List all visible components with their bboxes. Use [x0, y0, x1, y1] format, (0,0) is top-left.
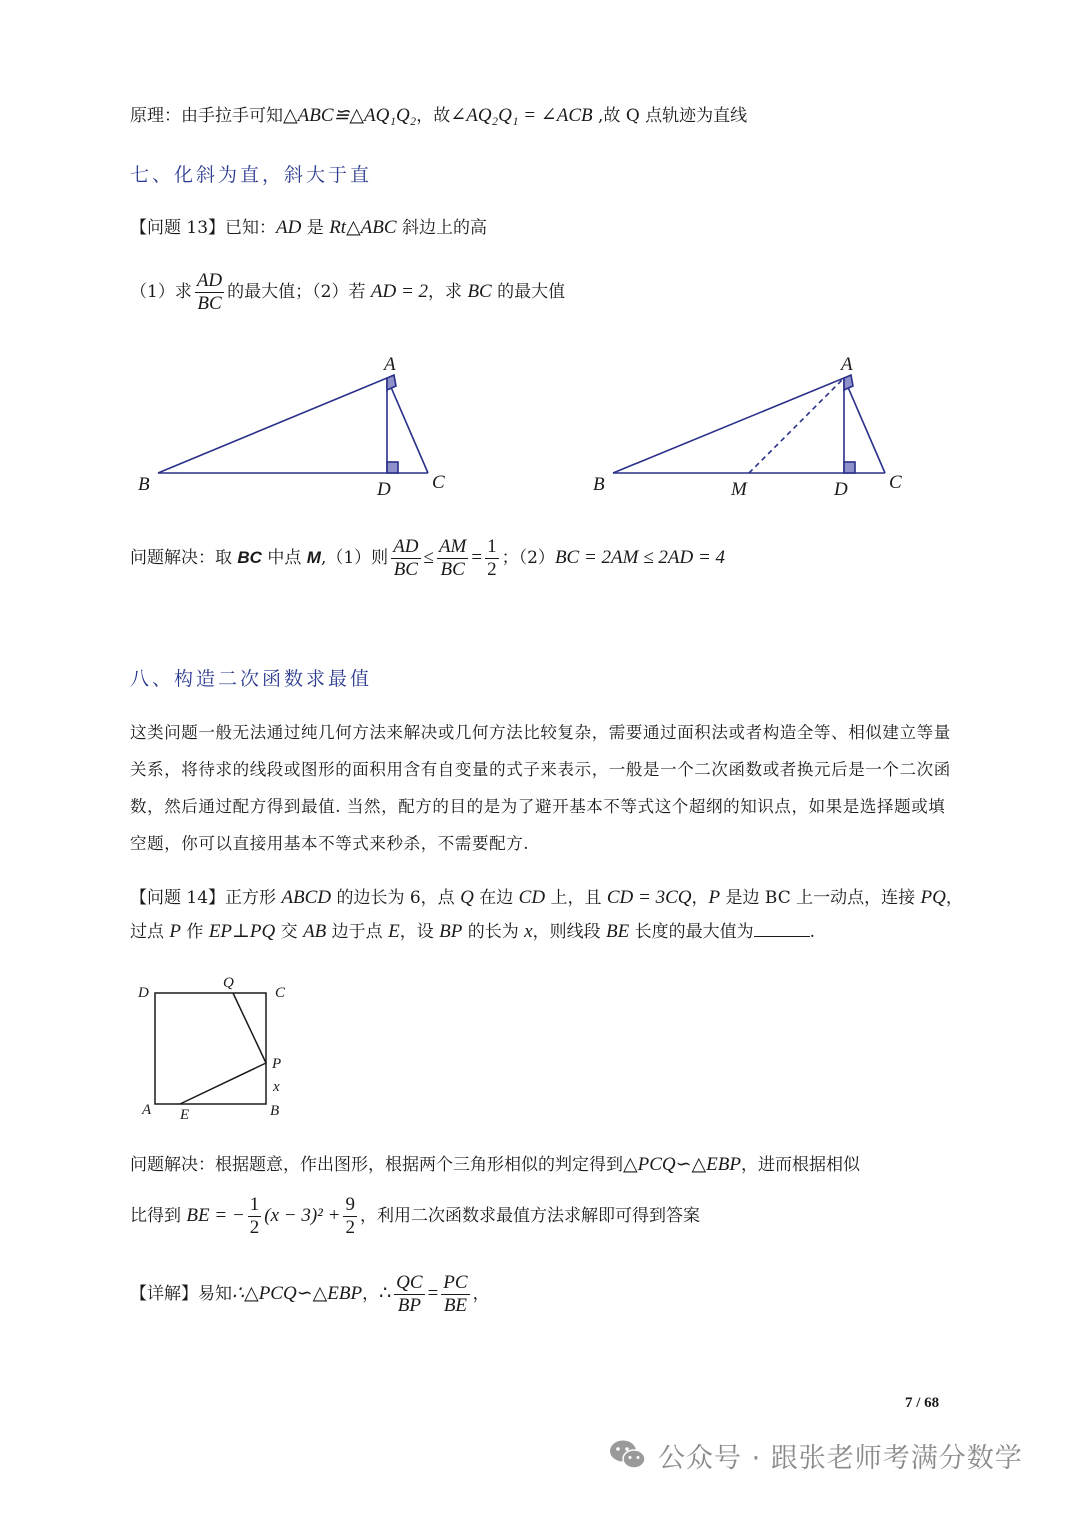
watermark-text: 公众号 · 跟张老师考满分数学: [658, 1442, 1023, 1474]
fraction-nine-halves: $\frac{9}{2}$: [345, 1194, 355, 1238]
watermark: [608, 1435, 1023, 1475]
label-d: D: [377, 479, 391, 500]
section-8-intro: 这类问题一般无法通过纯几何方法来解决或几何方法比较复杂，需要通过面积法或者构造全等、相似建立等量关系，将待求的线段或图形的面积用含有自变量的式子来表示，一般是一个二次函数或者换元后是一个二次函数，然后通过配方得到最值. 当然，配方的目的是为了避开基本不等式这个超纲的知识点，如果是选择题或填空题，你可以直接用基本不等式来秒杀，不需要配方.: [130, 723, 951, 853]
problem-13-questions: （1）求 $\frac{AD}{BC}$ 的最大值；（2）若 AD = 2，求 BC 的最大值: [130, 270, 566, 314]
label-c: C: [432, 472, 445, 493]
segment-ab: [158, 378, 387, 473]
right-angle-mark-a: [844, 375, 853, 390]
fraction-pc-be: $\frac{PC}{BE}$: [443, 1272, 468, 1316]
fraction-one-half: $\frac{1}{2}$: [487, 536, 497, 580]
segment-ac: [844, 378, 885, 473]
label-e: E: [180, 1107, 190, 1123]
label-b: B: [593, 474, 605, 495]
angle-equation: ∠AQ₂Q₁ = ∠ACB: [450, 105, 593, 126]
detail-line: 【详解】易知∴△PCQ∽△EBP，∴ $\frac{QC}{BP}$ = $\frac{PC}{BE}$ ，: [130, 1272, 490, 1316]
wechat-icon: [608, 1438, 648, 1472]
solution-13: 问题解决：取 BC 中点 M,（1）则 $\frac{AD}{BC}$ ≤ $\frac{AM}{BC}$ = $\frac{1}{2}$ ；（2）BC = 2AM ≤ 2AD = 4: [130, 536, 726, 580]
square-figure: [130, 965, 300, 1125]
problem-14-line-2: 过点 P 作 EP⊥PQ 交 AB 边于点 E，设 BP 的长为 x，则线段 BE 长度的最大值为 .: [130, 921, 816, 942]
label-a: A: [841, 354, 853, 375]
problem-13-statement: 【问题 13】已知：AD 是 Rt△ABC 斜边上的高: [130, 217, 487, 238]
section-7-heading: 七、化斜为直，斜大于直: [130, 164, 373, 186]
page-number: 7 / 68: [905, 1395, 940, 1411]
label-d: D: [138, 985, 149, 1001]
solution-14-line-2: 比得到 BE = − $\frac{1}{2}$ (x − 3)² + $\frac{9}{2}$ ，利用二次函数求最值方法求解即可得到答案: [130, 1194, 700, 1238]
right-triangle-figure-1: [130, 350, 460, 500]
principle-line: 原理：由手拉手可知△ABC≌△AQ₁Q₂，故∠AQ₂Q₁ = ∠ACB ,故 Q 点轨迹为直线: [130, 105, 748, 126]
segment-ac: [387, 378, 428, 473]
label-c: C: [275, 985, 286, 1001]
label-d: D: [834, 479, 848, 500]
label-p: P: [272, 1056, 282, 1072]
label-q: Q: [223, 975, 234, 991]
answer-blank[interactable]: [754, 920, 810, 937]
label-b: B: [138, 474, 150, 495]
congruence-expr: △ABC≌△AQ₁Q₂: [283, 105, 417, 126]
section-8-heading: 八、构造二次函数求最值: [130, 668, 373, 690]
solution-14-line-1: 问题解决：根据题意，作出图形，根据两个三角形相似的判定得到△PCQ∽△EBP，进而根据相似: [130, 1154, 860, 1175]
segment-pe: [180, 1063, 266, 1104]
fraction-ad-bc: $\frac{AD}{BC}$: [196, 270, 223, 314]
label-b: B: [270, 1103, 280, 1119]
fraction-ad-bc: $\frac{AD}{BC}$: [393, 536, 419, 580]
square-abcd: [155, 993, 266, 1104]
right-angle-mark-a: [387, 375, 396, 390]
label-a: A: [384, 354, 396, 375]
fraction-qc-bp: $\frac{QC}{BP}$: [396, 1272, 423, 1316]
right-triangle-figure-2: [585, 350, 915, 500]
segment-qp: [233, 993, 266, 1063]
label-c: C: [889, 472, 902, 493]
label-x: x: [273, 1079, 280, 1095]
label-a: A: [142, 1102, 152, 1118]
problem-14-line-1: 【问题 14】正方形 ABCD 的边长为 6，点 Q 在边 CD 上，且 CD = 3CQ，P 是边 BC 上一动点，连接 PQ，: [130, 887, 963, 908]
right-angle-mark-d: [387, 462, 398, 473]
right-angle-mark-d: [844, 462, 855, 473]
label-m: M: [731, 479, 747, 500]
segment-ab: [613, 378, 844, 473]
fraction-am-bc: $\frac{AM}{BC}$: [438, 536, 467, 580]
fraction-one-half: $\frac{1}{2}$: [249, 1194, 260, 1238]
median-am: [749, 378, 844, 473]
